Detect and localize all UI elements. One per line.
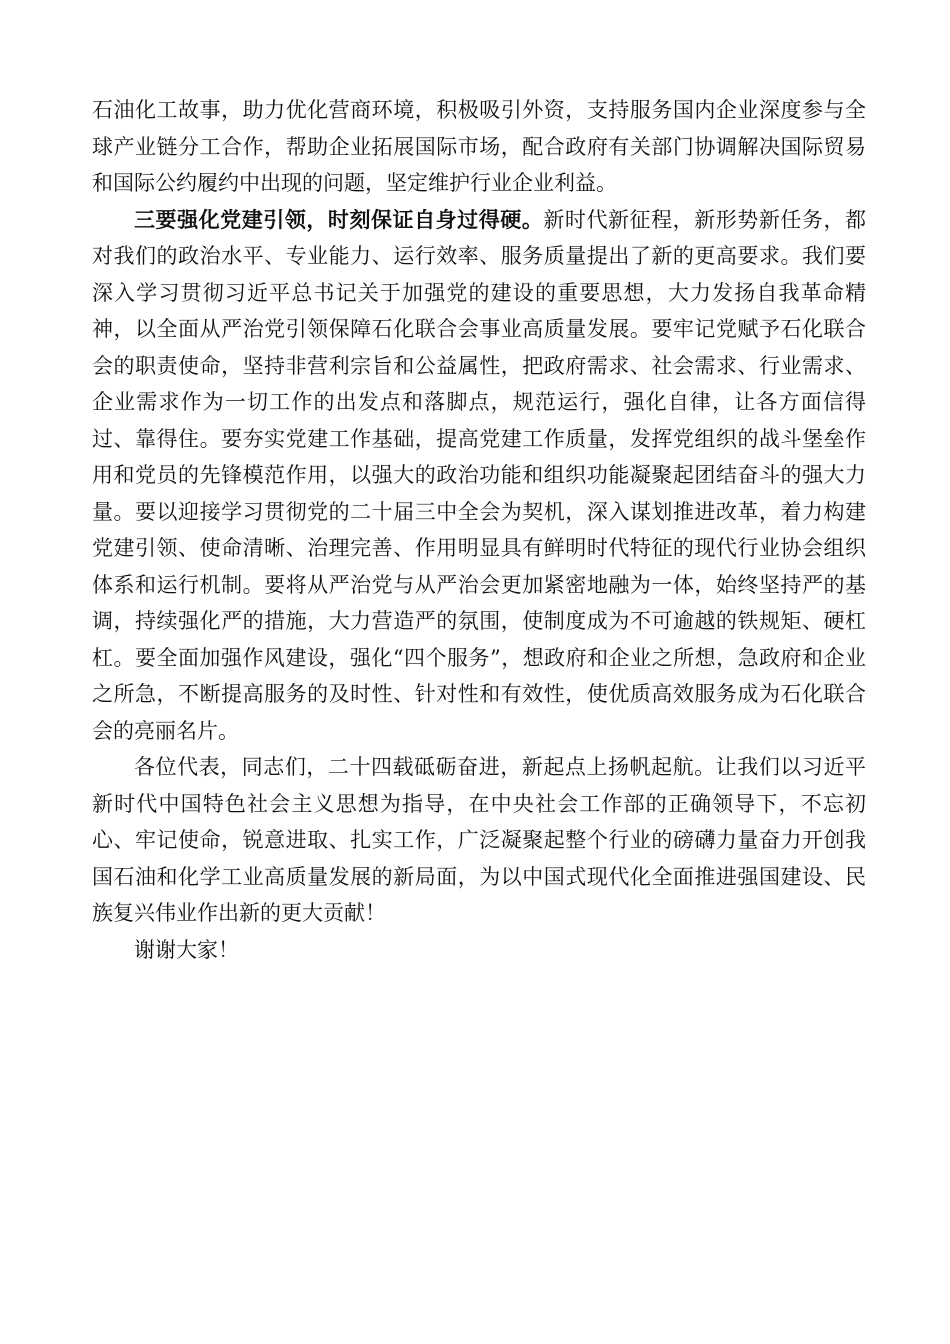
paragraph-party-building [92, 202, 866, 750]
paragraph-thanks: 谢谢大家！ [134, 937, 239, 962]
paragraph-closing: 各位代表，同志们，二十四载砥砺奋进，新起点上扬帆起航。让我们以习近平新时代中国特色社会主义思想为指导，在中央社会工作部的正确领导下，不忘初心、牢记使命，锐意进取、扎实工作，广泛凝聚起整个行业的磅礴力量奋力开创我国石油和化学工业高质量发展的新局面，为以中国式现代化全面推进强国建设、民族复兴伟业作出新的更大贡献！ [92, 755, 866, 925]
paragraph-lead-heading: 三要强化党建引领，时刻保证自身过得硬。 [134, 206, 544, 232]
document-page [92, 92, 866, 968]
paragraph-body: 新时代新征程，新形势新任务，都对我们的政治水平、专业能力、运行效率、服务质量提出了新的更高要求。我们要深入学习贯彻习近平总书记关于加强党的建设的重要思想，大力发扬自我革命精神，以全面从严治党引领保障石化联合会事业高质量发展。要牢记党赋予石化联合会的职责使命，坚持非营利宗旨和公益属性，把政府需求、社会需求、行业需求、企业需求作为一切工作的出发点和落脚点，规范运行，强化自律，让各方面信得过、靠得住。要夯实党建工作基础，提高党建工作质量，发挥党组织的战斗堡垒作用和党员的先锋模范作用，以强大的政治功能和组织功能凝聚起团结奋斗的强大力量。要以迎接学习贯彻党的二十届三中全会为契机，深入谋划推进改革，着力构建党建引领、使命清晰、治理完善、作用明显具有鲜明时代特征的现代行业协会组织体系和运行机制。要将从严治党与从严治会更加紧密地融为一体，始终坚持严的基调，持续强化严的措施，大力营造严的氛围，使制度成为不可逾越的铁规矩、硬杠杠。要全面加强作风建设，强化“四个服务”，想政府和企业之所想，急政府和企业之所急，不断提高服务的及时性、针对性和有效性，使优质高效服务成为石化联合会的亮丽名片。 [92, 207, 867, 743]
paragraph-continuation: 石油化工故事，助力优化营商环境，积极吸引外资，支持服务国内企业深度参与全球产业链分工合作，帮助企业拓展国际市场，配合政府有关部门协调解决国际贸易和国际公约履约中出现的问题，坚定维护行业企业利益。 [92, 98, 866, 195]
